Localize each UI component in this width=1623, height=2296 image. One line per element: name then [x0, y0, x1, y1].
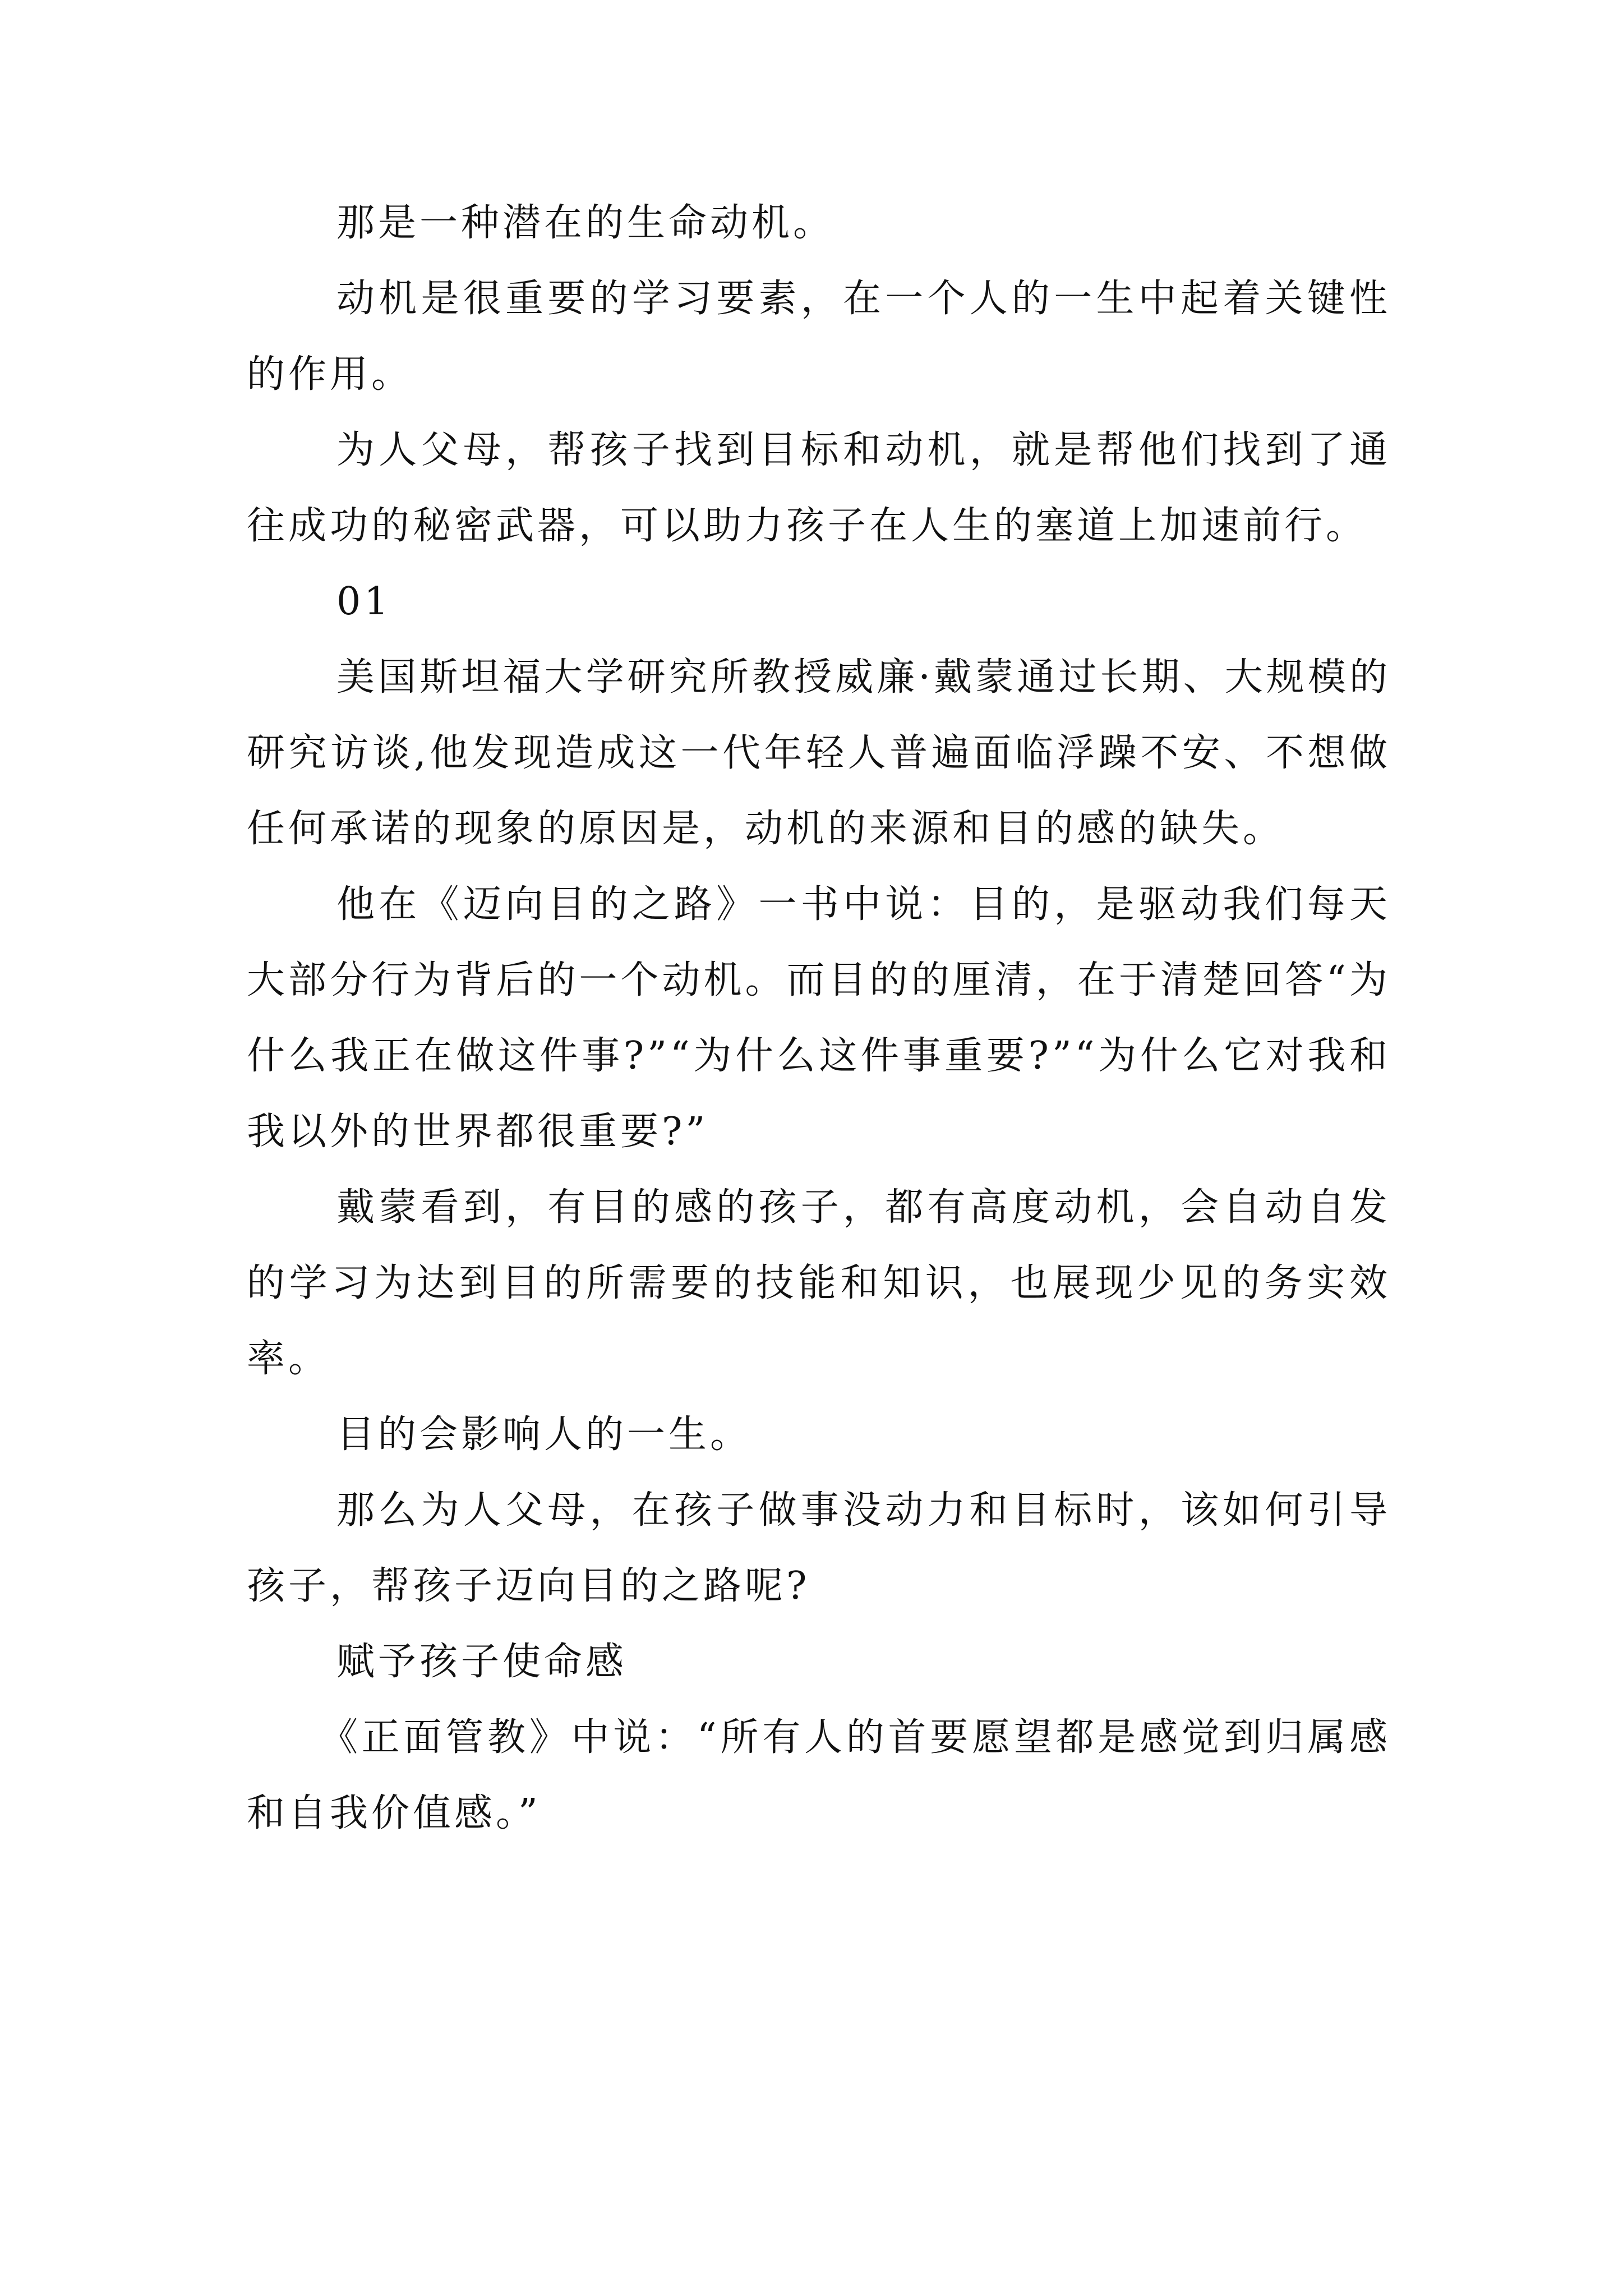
- subheading: 赋予孩子使命感: [336, 1640, 628, 1684]
- paragraph-7: 目的会影响人的一生。: [336, 1412, 752, 1457]
- paragraph-8: 那么为人父母，在孩子做事没动力和目标时，该如何引导孩子，帮孩子迈向目的之路呢?: [247, 1488, 1391, 1608]
- paragraph-1: 那是一种潜在的生命动机。: [336, 201, 835, 245]
- paragraph-3: 为人父母，帮孩子找到目标和动机，就是帮他们找到了通往成功的秘密武器，可以助力孩子在人生的塞道上加速前行。: [247, 428, 1391, 548]
- paragraph-4: 美国斯坦福大学研究所教授威廉·戴蒙通过长期、大规模的研究访谈,他发现造成这一代年轻人普遍面临浮躁不安、不想做任何承诺的现象的原因是，动机的来源和目的感的缺失。: [247, 655, 1391, 851]
- paragraph-6: 戴蒙看到，有目的感的孩子，都有高度动机，会自动自发的学习为达到目的所需要的技能和知识，也展现少见的务实效率。: [247, 1185, 1391, 1381]
- paragraph-9: 《正面管教》中说：“所有人的首要愿望都是感觉到归属感和自我价值感。”: [247, 1715, 1391, 1835]
- document-body: [247, 185, 1391, 1851]
- paragraph-5: 他在《迈向目的之路》一书中说：目的，是驱动我们每天大部分行为背后的一个动机。而目的的厘清，在于清楚回答“为什么我正在做这件事?”“为什么这件事重要?”“为什么它对我和我以外的世界都很重要?”: [247, 882, 1391, 1154]
- section-number: 01: [336, 579, 392, 624]
- paragraph-2: 动机是很重要的学习要素，在一个人的一生中起着关键性的作用。: [247, 277, 1391, 397]
